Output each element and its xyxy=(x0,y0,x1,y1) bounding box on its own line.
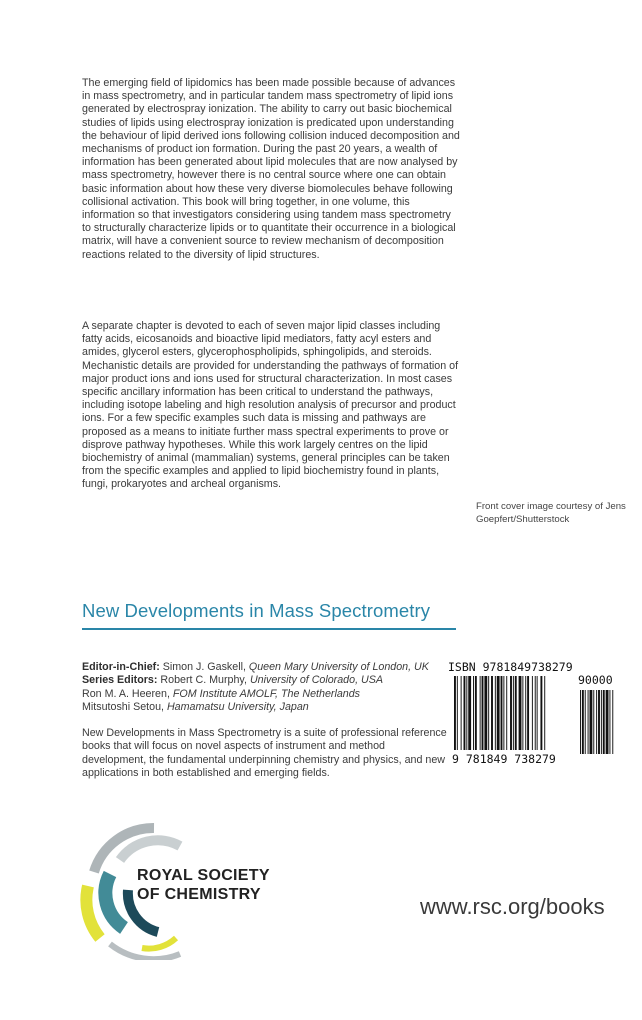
barcode-image xyxy=(450,676,630,754)
editor-in-chief-affiliation: Queen Mary University of London, UK xyxy=(248,661,429,673)
series-editor-2-affiliation: FOM Institute AMOLF, The Netherlands xyxy=(172,687,361,700)
series-editor-1-affiliation: University of Colorado, USA xyxy=(249,674,383,687)
description-paragraph-1: The emerging field of lipidomics has been made possible because of advances in mass spectrometry, and in particular tandem mass spectrometry of lipid ions generated by electrospray ionization. The ability to carry out basic biochemical studies of lipids using electrospray ionization is predicated upon understanding the behaviour of lipid derived ions following collision induced decomposition and mechanisms of product ion formation. During the past 20 years, a wealth of information has been generated about lipid molecules that are now analysed by mass spectrometry, however there is no central source where one can obtain basic information about how these very diverse biomolecules behave following collisional activation. This book will bring together, in one volume, this information so that investigators considering using tandem mass spectrometry to structurally characterize lipids or to quantitate their occurrence in a biological matrix, will have a convenient source to review mechanism of decomposition reactions related to the diversity of lipid structures. xyxy=(82,77,460,261)
series-title-rule xyxy=(82,628,456,630)
editor-in-chief-name: Simon J. Gaskell, xyxy=(162,661,246,673)
logo-light-grey-arc xyxy=(120,840,180,860)
barcode-digits: 9 781849 738279 xyxy=(452,752,556,766)
series-editor-line-3 xyxy=(82,701,442,714)
publisher-name-line-2: OF CHEMISTRY xyxy=(137,886,261,903)
cover-image-credit: Front cover image courtesy of Jens Goepfert/Shutterstock xyxy=(476,501,626,525)
publisher-name-line-1: ROYAL SOCIETY xyxy=(137,867,270,884)
editor-in-chief-line xyxy=(82,661,442,674)
isbn-label: ISBN 9781849738279 xyxy=(448,660,573,674)
logo-yellow-arc xyxy=(86,886,100,938)
series-editor-line-1 xyxy=(82,674,442,687)
series-editors-label: Series Editors: xyxy=(82,674,158,687)
series-editor-3-name: Mitsutoshi Setou, xyxy=(82,701,164,714)
logo-yellow-small-arc xyxy=(142,938,176,949)
series-editor-3-affiliation: Hamamatsu University, Japan xyxy=(166,701,309,714)
series-editor-2-name: Ron M. A. Heeren, xyxy=(82,687,170,700)
series-editor-1-name: Robert C. Murphy, xyxy=(160,674,247,687)
barcode-addon-bars xyxy=(580,690,613,754)
barcode-addon-digits: 90000 xyxy=(578,673,613,687)
series-description: New Developments in Mass Spectrometry is a suite of professional reference books that will focus on novel aspects of instrument and method development, the fundamental underpinning chemistry and physics, and new applications in both established and emerging fields. xyxy=(82,727,447,780)
description-paragraph-2: A separate chapter is devoted to each of seven major lipid classes including fatty acids, eicosanoids and bioactive lipid mediators, fatty acyl esters and amides, glycerol esters, glycerophospholipids, sphingolipids, and steroids. Mechanistic details are provided for understanding the pathways of formation of major product ions and ions used for structural characterization. In most cases specific ancillary information has been critical to understand the pathways, including isotope labeling and high resolution analysis of precursor and product ions. For a few specific examples such data is missing and pathways are proposed as a means to initiate further mass spectral experiments to prove or disprove pathway hypotheses. While this work largely centres on the lipid biochemistry of animal (mammalian) systems, general principles can be taken from the specific examples and applied to lipid biochemistry found in plants, fungi, prokaryotes and archeal organisms. xyxy=(82,320,459,491)
barcode-bars xyxy=(454,676,545,750)
publisher-website-link[interactable]: www.rsc.org/books xyxy=(420,894,605,919)
publisher-name xyxy=(137,866,270,904)
editor-in-chief-label: Editor-in-Chief: xyxy=(82,661,160,673)
logo-teal-arc xyxy=(105,874,124,928)
series-editor-line-2 xyxy=(82,688,442,701)
editor-list xyxy=(82,661,442,715)
series-title: New Developments in Mass Spectrometry xyxy=(82,600,431,621)
